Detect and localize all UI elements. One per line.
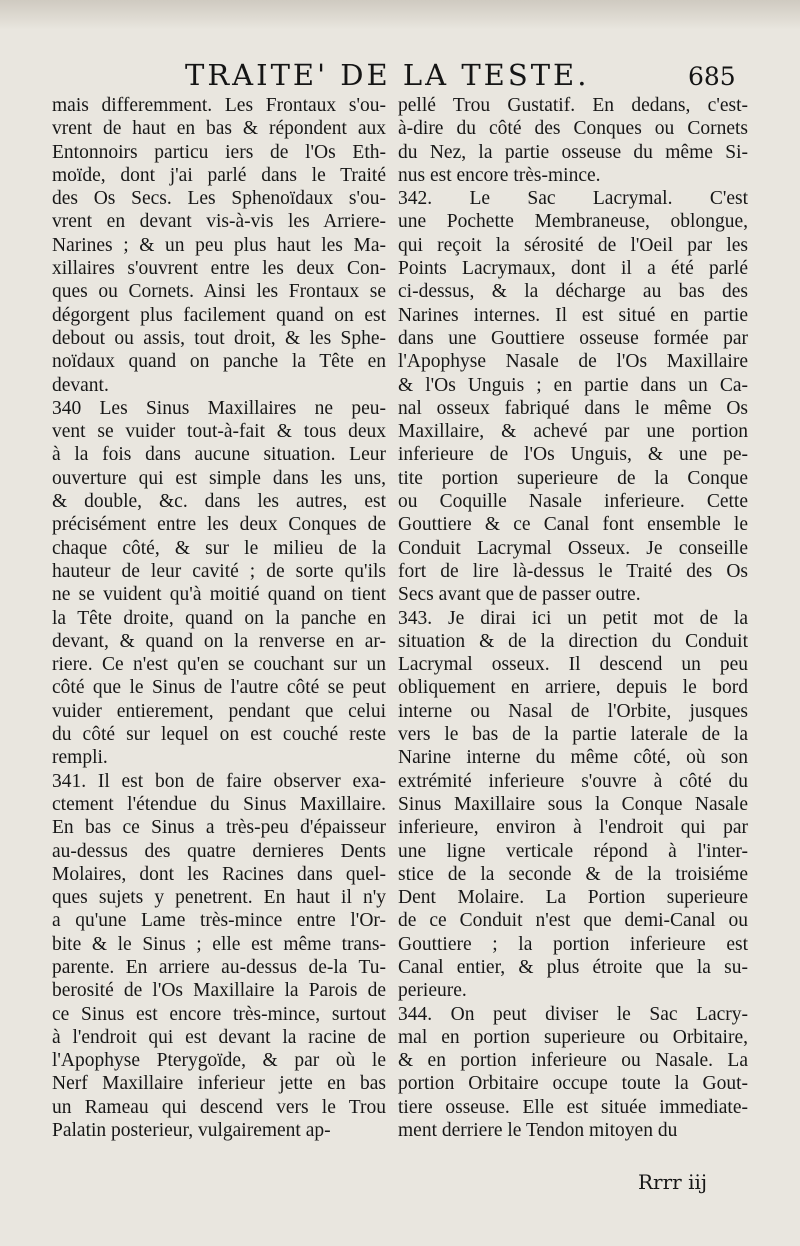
text-line: riere. Ce n'est qu'en se couchant sur un [52, 654, 386, 676]
text-line: Dent Molaire. La Portion superieure [398, 887, 748, 909]
text-line: dégorgent plus facilement quand on est [52, 304, 386, 326]
text-line: extrémité inferieure s'ouvre à côté du [398, 770, 748, 792]
text-line: hauteur de leur cavité ; de sorte qu'ils [52, 560, 386, 582]
text-line: fort de lire là-dessus le Traité des Os [398, 560, 748, 582]
text-line: Maxillaire, & achevé par une portion [398, 421, 748, 443]
text-line: l'Apophyse Nasale de l'Os Maxillaire [398, 351, 748, 373]
text-line: 343. Je dirai ici un petit mot de la [398, 607, 748, 629]
text-line: du côté sur lequel on est couché reste [52, 724, 386, 746]
text-line: interne ou Nasal de l'Orbite, jusques [398, 700, 748, 722]
text-line: ouverture qui est simple dans les uns, [52, 467, 386, 489]
text-line: tite portion superieure de la Conque [398, 467, 748, 489]
text-line: du Nez, la partie osseuse du même Si- [398, 141, 748, 163]
text-line: Molaires, dont les Racines dans quel- [52, 863, 386, 885]
text-line: nal osseux fabriqué dans le même Os [398, 397, 748, 419]
text-line: & double, &c. dans les autres, est [52, 491, 386, 513]
text-line: 344. On peut diviser le Sac Lacry- [398, 1003, 748, 1025]
text-line: vent se vuider tout-à-fait & tous deux [52, 421, 386, 443]
text-line: à-dire du côté des Conques ou Cornets [398, 118, 748, 140]
text-line: perieure. [398, 980, 467, 1002]
text-line: ques ou Cornets. Ainsi les Frontaux se [52, 281, 386, 303]
text-line: En bas ce Sinus a très-peu d'épaisseur [52, 817, 386, 839]
text-line: obliquement en arriere, depuis le bord [398, 677, 748, 699]
text-line: parente. En arriere au-dessus de-la Tu- [52, 956, 386, 978]
text-line: portion Orbitaire occupe toute la Gout- [398, 1073, 748, 1095]
text-line: nus est encore très-mince. [398, 164, 601, 186]
text-line: ctement l'étendue du Sinus Maxillaire. [52, 793, 386, 815]
text-line: Lacrymal osseux. Il descend un peu [398, 654, 748, 676]
text-line: Sinus Maxillaire sous la Conque Nasale [398, 793, 748, 815]
text-line: inferieure de l'Os Unguis, & une pe- [398, 444, 748, 466]
text-line: Gouttiere & ce Canal font ensemble le [398, 514, 748, 536]
text-line: un Rameau qui descend vers le Trou [52, 1096, 386, 1118]
text-line: Gouttiere ; la portion inferieure est [398, 933, 748, 955]
text-line: Points Lacrymaux, dont il a été parlé [398, 258, 748, 280]
text-line: vuider entierement, pendant que celui [52, 700, 386, 722]
text-line: des Os Secs. Les Sphenoïdaux s'ou- [52, 188, 386, 210]
text-line: la Tête droite, quand on la panche en [52, 607, 386, 629]
text-line: rempli. [52, 747, 108, 769]
text-line: & l'Os Unguis ; en partie dans un Ca- [398, 374, 748, 396]
left-text-column [52, 94, 386, 1142]
text-line: Secs avant que de passer outre. [398, 584, 641, 606]
text-line: noïdaux quand on panche la Tête en [52, 351, 386, 373]
text-line: stice de la seconde & de la troisiéme [398, 863, 748, 885]
text-line: mais differemment. Les Frontaux s'ou- [52, 95, 386, 116]
text-line: ment derriere le Tendon mitoyen du [398, 1120, 678, 1142]
text-line: Canal entier, & plus étroite que la su- [398, 956, 748, 978]
text-line: ce Sinus est encore très-mince, surtout [52, 1003, 386, 1025]
gathering-signature: Rrrr iij [638, 1170, 708, 1194]
text-line: l'Apophyse Pterygoïde, & par où le [52, 1050, 386, 1072]
text-line: mal en portion superieure ou Orbitaire, [398, 1026, 748, 1048]
text-line: de ce Conduit n'est que demi-Canal ou [398, 910, 748, 932]
text-line: bite & le Sinus ; elle est même trans- [52, 933, 386, 955]
text-line: précisément entre les deux Conques de [52, 514, 386, 536]
text-line: vrent en devant vis-à-vis les Arriere- [52, 211, 386, 233]
running-title: TRAITE' DE LA TESTE. [185, 58, 590, 92]
text-line: une ligne verticale répond à l'inter- [398, 840, 748, 862]
text-line: au-dessus des quatre dernieres Dents [52, 840, 386, 862]
text-line: dans une Gouttiere osseuse formée par [398, 327, 748, 349]
page-number: 685 [688, 62, 736, 91]
text-line: qui reçoit la sérosité de l'Oeil par les [398, 234, 748, 256]
text-line: Narine interne du même côté, où son [398, 747, 748, 769]
text-line: ou Coquille Nasale inferieure. Cette [398, 491, 748, 513]
text-line: debout ou assis, tout droit, & les Sphe- [52, 327, 386, 349]
text-line: ci-dessus, & la décharge au bas des [398, 281, 748, 303]
text-line: situation & de la direction du Conduit [398, 630, 748, 652]
text-line: berosité de l'Os Maxillaire la Parois de [52, 980, 386, 1002]
text-line: a qu'une Lame très-mince entre l'Or- [52, 910, 386, 932]
text-line: à l'endroit qui est devant la racine de [52, 1026, 386, 1048]
text-line: vers le bas de la partie laterale de la [398, 724, 748, 746]
text-line: ques sujets y penetrent. En haut il n'y [52, 887, 386, 909]
text-line: 342. Le Sac Lacrymal. C'est [398, 188, 748, 210]
text-line: une Pochette Membraneuse, oblongue, [398, 211, 748, 233]
text-line: Palatin posterieur, vulgairement ap- [52, 1120, 331, 1142]
text-line: pellé Trou Gustatif. En dedans, c'est- [398, 95, 748, 116]
text-line: xillaires s'ouvrent entre les deux Con- [52, 258, 386, 280]
text-line: moïde, dont j'ai parlé dans le Traité [52, 164, 386, 186]
text-line: ne se vuident qu'à moitié quand on tient [52, 584, 386, 606]
text-line: chaque côté, & sur le milieu de la [52, 537, 386, 559]
text-line: 340 Les Sinus Maxillaires ne peu- [52, 397, 386, 419]
page-edge-shadow [0, 0, 800, 30]
text-line: Entonnoirs particu iers de l'Os Eth- [52, 141, 386, 163]
text-line: Conduit Lacrymal Osseux. Je conseille [398, 537, 748, 559]
text-line: à la fois dans aucune situation. Leur [52, 444, 386, 466]
text-line: tiere osseuse. Elle est située immediate- [398, 1096, 748, 1118]
text-line: vrent de haut en bas & répondent aux [52, 118, 386, 140]
text-line: Narines ; & un peu plus haut les Ma- [52, 234, 386, 256]
text-line: devant, & quand on la renverse en ar- [52, 630, 386, 652]
text-line: Narines internes. Il est situé en partie [398, 304, 748, 326]
right-text-column [398, 94, 748, 1142]
text-line: devant. [52, 374, 109, 396]
text-line: 341. Il est bon de faire observer exa- [52, 770, 386, 792]
text-line: Nerf Maxillaire inferieur jette en bas [52, 1073, 386, 1095]
text-line: côté que le Sinus de l'autre côté se peut [52, 677, 386, 699]
text-line: inferieure, environ à l'endroit qui par [398, 817, 748, 839]
text-line: & en portion inferieure ou Nasale. La [398, 1050, 748, 1072]
